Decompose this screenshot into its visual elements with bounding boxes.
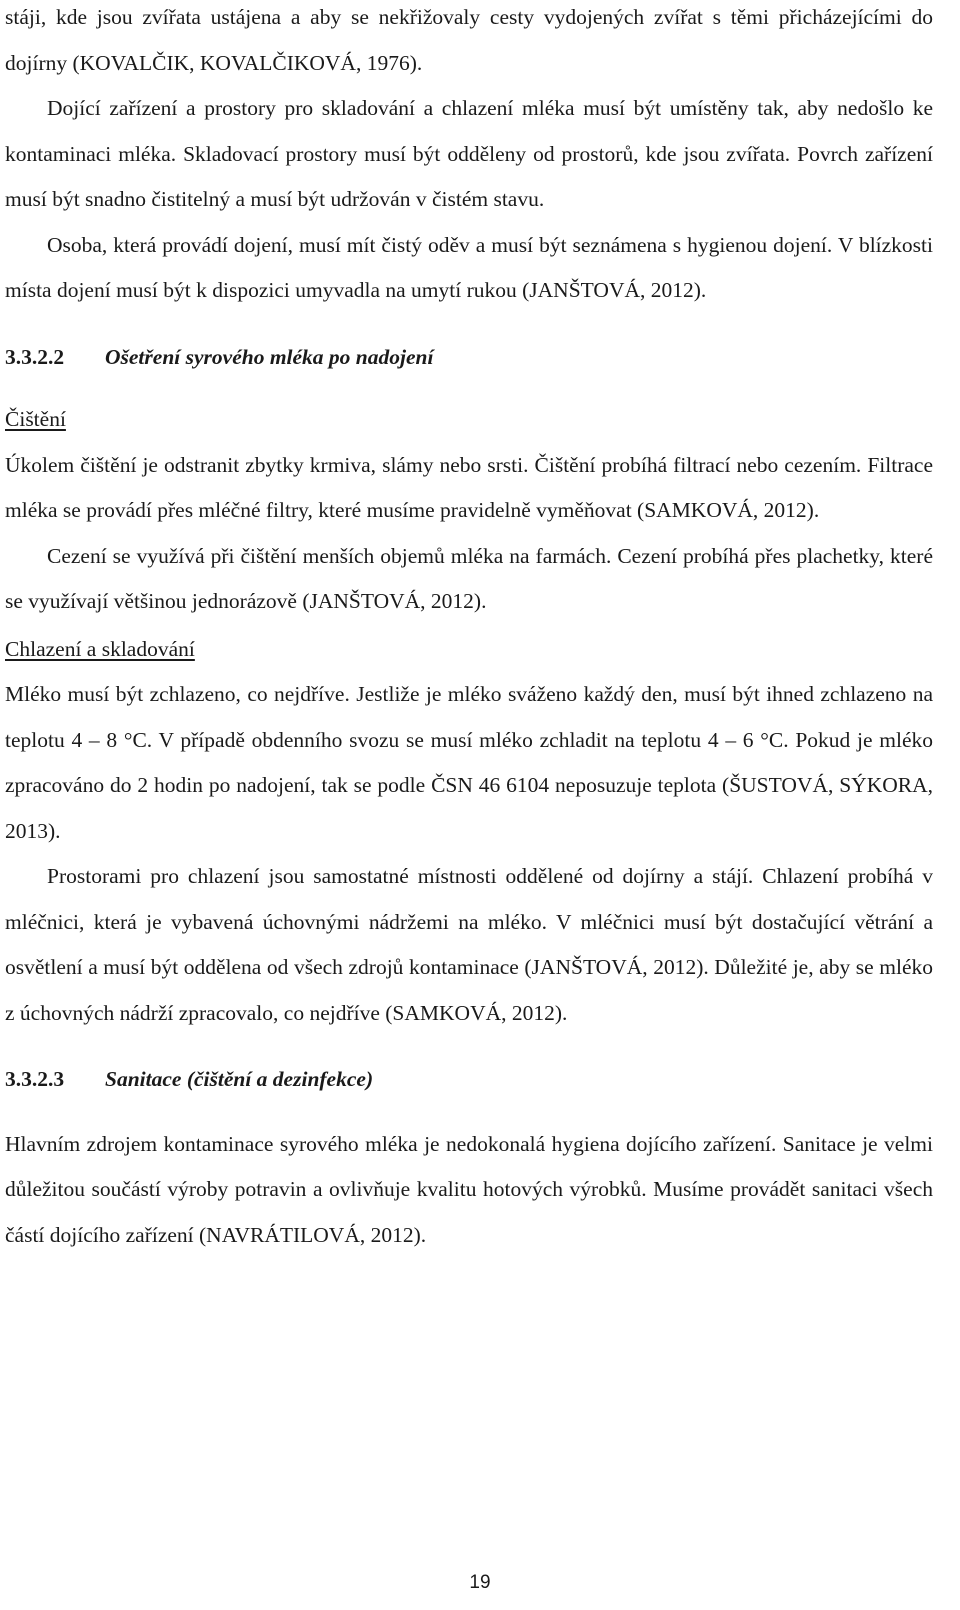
subheading-cleaning: Čištění: [5, 407, 66, 431]
paragraph-sanitation: Hlavním zdrojem kontaminace syrového mléka je nedokonalá hygiena dojícího zařízení. Sanitace je velmi důležitou součástí výroby potravin a ovlivňuje kvalitu hotových výrobků. Musíme provádět sanitaci všech částí dojícího zařízení (NAVRÁTILOVÁ, 2012).: [5, 1131, 933, 1247]
section-title: Ošetření syrového mléka po nadojení: [105, 344, 434, 369]
paragraph-milk-room: Prostorami pro chlazení jsou samostatné místnosti oddělené od dojírny a stájí. Chlazení probíhá v mléčnici, která je vybavená úchovnými nádržemi na mléko. V mléčnici musí být dostačující větrání a osvětlení a musí být oddělena od všech zdrojů kontaminace (JANŠTOVÁ, 2012). Důležité je, aby se mléko z úchovných nádrží zpracovalo, co nejdříve (SAMKOVÁ, 2012).: [5, 864, 933, 1025]
section-number: 3.3.2.3: [5, 1067, 65, 1091]
section-number: 3.3.2.2: [5, 344, 65, 369]
section-heading-sanitation: [5, 1057, 933, 1103]
section-title: Sanitace (čištění a dezinfekce): [105, 1067, 374, 1091]
paragraph-cooling: Mléko musí být zchlazeno, co nejdříve. Jestliže je mléko sváženo každý den, musí být ihned zchlazeno na teplotu 4 – 8 °C. V případě obdenního svozu se musí mléko zchladit na teplotu 4 – 6 °C. Pokud je mléko zpracováno do 2 hodin po nadojení, tak se podle ČSN 46 6104 neposuzuje teplota (ŠUSTOVÁ, SÝKORA, 2013).: [5, 682, 933, 843]
document-page: [5, 0, 933, 1258]
section-heading-treatment: [5, 335, 933, 381]
page-number: 19: [469, 1572, 491, 1593]
paragraph-milking-equipment: Dojící zařízení a prostory pro skladování a chlazení mléka musí být umístěny tak, aby nedošlo ke kontaminaci mléka. Skladovací prostory musí být odděleny od prostorů, kde jsou zvířata. Povrch zařízení musí být snadno čistitelný a musí být udržován v čistém stavu.: [5, 96, 933, 211]
paragraph-stable-layout: stáji, kde jsou zvířata ustájena a aby se nekřižovaly cesty vydojených zvířat s těmi přicházejícími do dojírny (KOVALČIK, KOVALČIKOVÁ, 1976).: [5, 5, 933, 75]
subheading-cooling-storage: Chlazení a skladování: [5, 636, 195, 661]
paragraph-straining: Cezení se využívá při čištění menších objemů mléka na farmách. Cezení probíhá přes plachetky, které se využívají většinou jednorázově (JANŠTOVÁ, 2012).: [5, 543, 933, 613]
paragraph-milking-hygiene: Osoba, která provádí dojení, musí mít čistý oděv a musí být seznámena s hygienou dojení. V blízkosti místa dojení musí být k dispozici umyvadla na umytí rukou (JANŠTOVÁ, 2012).: [5, 232, 933, 302]
paragraph-cleaning: Úkolem čištění je odstranit zbytky krmiva, slámy nebo srsti. Čištění probíhá filtrací nebo cezením. Filtrace mléka se provádí přes mléčné filtry, které musíme pravidelně vyměňovat (SAMKOVÁ, 2012).: [5, 452, 933, 522]
